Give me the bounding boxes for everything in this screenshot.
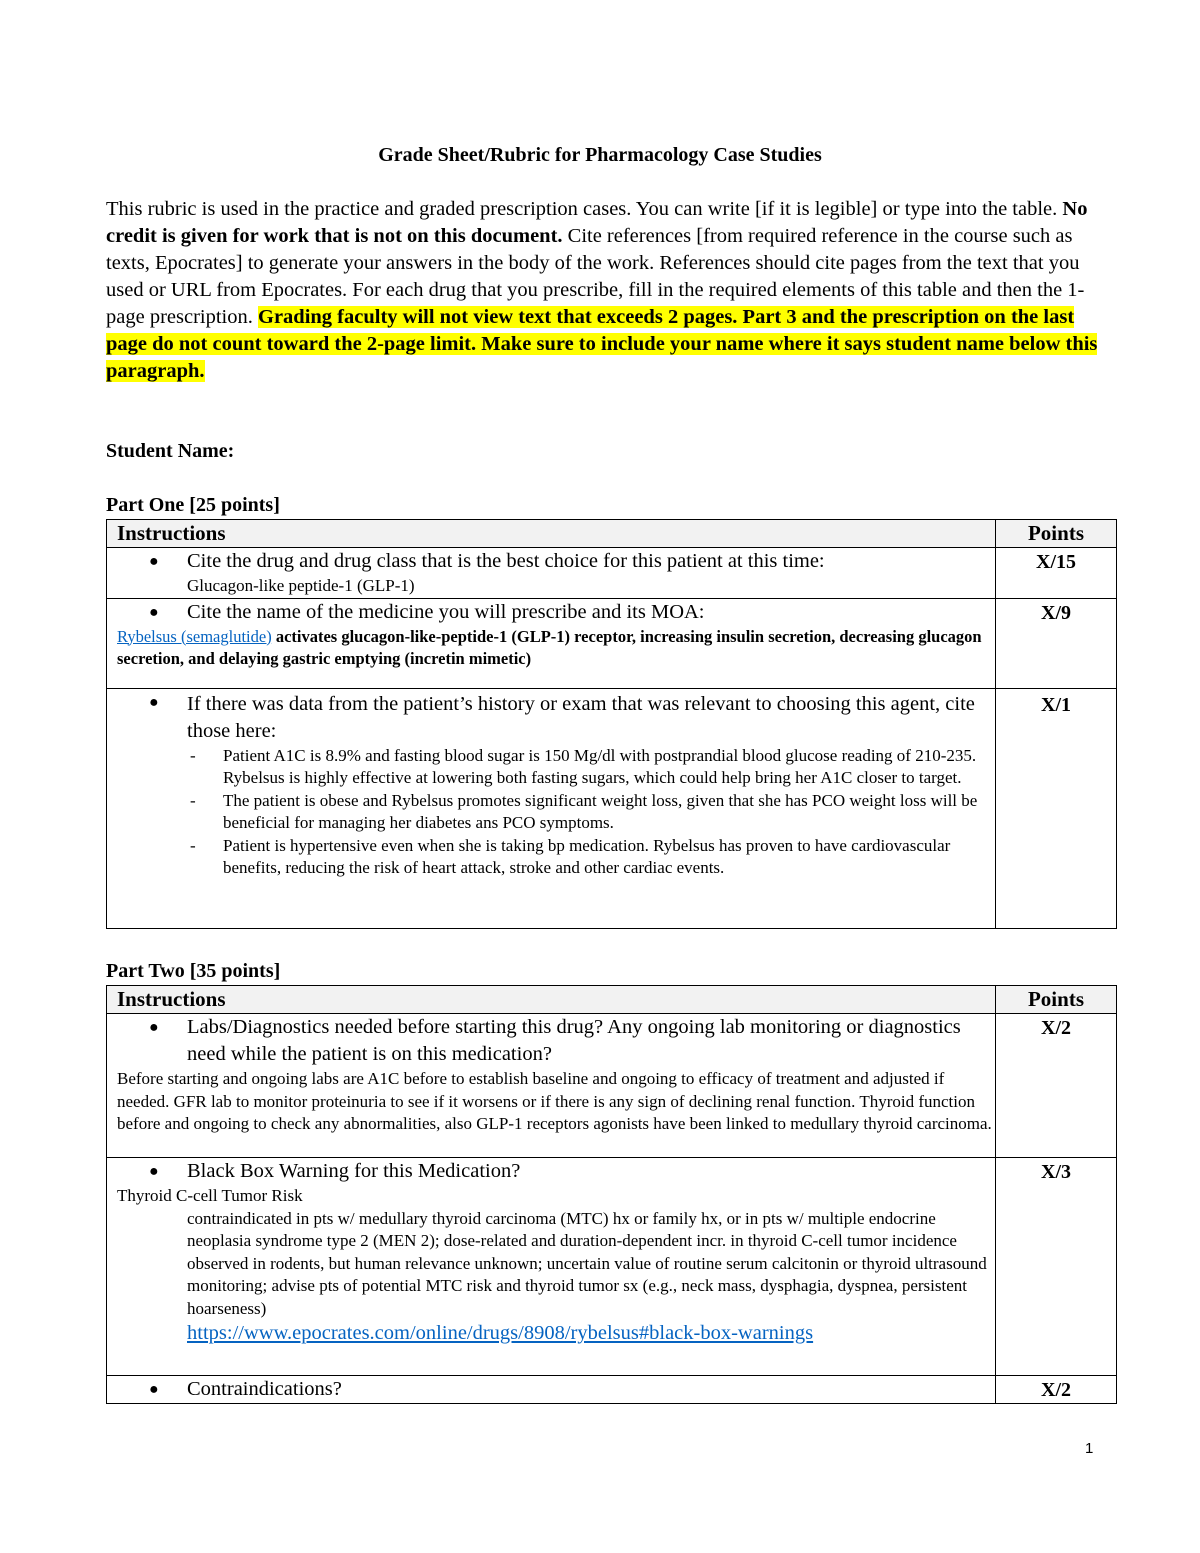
intro-text-1: This rubric is used in the practice and graded prescription cases. You can write [if it is legible] or type into the table. <box>106 198 1063 220</box>
answer: Rybelsus (semaglutide) activates glucagon-like-peptide-1 (GLP-1) receptor, increasing insulin secretion, decreasing glucagon secretion, and delaying gastric emptying (incretin mimetic) <box>117 626 982 668</box>
table-row <box>107 688 1117 928</box>
bullet-icon: ● <box>149 1381 159 1398</box>
bullet-icon: ● <box>149 1163 159 1180</box>
student-name-label: Student Name: <box>106 440 235 462</box>
epocrates-link[interactable]: https://www.epocrates.com/online/drugs/8908/rybelsus#black-box-warnings <box>187 1322 814 1344</box>
question: ● Cite the name of the medicine you will prescribe and its MOA: <box>107 599 995 626</box>
question: ● If there was data from the patient’s history or exam that was relevant to choosing this agent, cite those here: <box>107 689 995 745</box>
intro-text-2: Cite references [from required reference in the course such as texts, Epocrates] to generate your answers in the body of the work. References should cite pages from the text that you used or URL from Epocrates. For each drug that you prescribe, fill in the required elements of this table and then the 1-page prescription. <box>106 225 1085 328</box>
points-value: X/3 <box>1041 1161 1071 1183</box>
points-value: X/9 <box>1041 601 1071 624</box>
list-item: - Patient is hypertensive even when she is taking bp medication. Rybelsus has proven to have cardiovascular benefits, reducing the risk of heart attack, stroke and other cardiac events. <box>190 835 951 877</box>
drug-link[interactable]: Rybelsus (semaglutide) <box>117 626 272 646</box>
part-one-table <box>106 519 1117 929</box>
table-header-row <box>107 520 1117 548</box>
table-row <box>107 1376 1117 1404</box>
points-value: X/15 <box>1036 551 1076 573</box>
question: ● Black Box Warning for this Medication? <box>107 1158 995 1185</box>
bullet-icon: ● <box>149 553 159 570</box>
points-value: X/2 <box>1041 1379 1071 1401</box>
part-two-heading: Part Two [35 points] <box>106 960 281 982</box>
points-value: X/2 <box>1041 1017 1071 1039</box>
bullet-icon: ● <box>149 693 159 711</box>
answer: Glucagon-like peptide-1 (GLP-1) <box>187 576 415 595</box>
evidence-list <box>107 745 995 880</box>
table-header-row <box>107 986 1117 1014</box>
warning-subtitle: Thyroid C-cell Tumor Risk <box>117 1186 303 1205</box>
header-points: Points <box>996 986 1117 1014</box>
page-number: 1 <box>1085 1440 1094 1457</box>
question: ● Cite the drug and drug class that is the best choice for this patient at this time: <box>107 548 995 575</box>
part-two-table <box>106 985 1117 1404</box>
question: ● Labs/Diagnostics needed before starting this drug? Any ongoing lab monitoring or diagnostics need while the patient is on this medication? <box>149 1016 961 1065</box>
question: ● Contraindications? <box>107 1376 995 1403</box>
warning-text: contraindicated in pts w/ medullary thyroid carcinoma (MTC) hx or family hx, or in pts w/ multiple endocrine neoplasia syndrome type 2 (MEN 2); dose-related and duration-dependent incr. in thyroid C-cell tumor incidence observed in rodents, but human relevance unknown; uncertain value of routine serum calcitonin or thyroid ultrasound monitoring; advise pts of potential MTC risk and thyroid tumor sx (e.g., neck mass, dysphagia, dyspnea, persistent hoarseness) <box>187 1208 987 1318</box>
points-value: X/1 <box>1041 693 1071 716</box>
bullet-icon: ● <box>149 603 159 621</box>
list-item: - The patient is obese and Rybelsus promotes significant weight loss, given that she has PCO weight loss will be beneficial for managing her diabetes ans PCO symptoms. <box>190 790 978 832</box>
part-one-heading: Part One [25 points] <box>106 494 280 516</box>
table-row <box>107 1158 1117 1376</box>
bullet-icon: ● <box>149 1019 159 1036</box>
list-item: - Patient A1C is 8.9% and fasting blood sugar is 150 Mg/dl with postprandial blood glucose reading of 210-235. Rybelsus is highly effective at lowering both fasting sugars, which could help bring her A1C closer to target. <box>190 745 977 787</box>
table-row <box>107 598 1117 688</box>
page-title: Grade Sheet/Rubric for Pharmacology Case Studies <box>378 144 822 166</box>
header-points: Points <box>996 520 1117 548</box>
header-instructions: Instructions <box>107 986 996 1014</box>
answer: Before starting and ongoing labs are A1C before to establish baseline and ongoing to efficacy of treatment and adjusted if needed. GFR lab to monitor proteinuria to see if it worsens or if there is any sign of declining renal function. Thyroid function before and ongoing to check any abnormalities, also GLP-1 receptors agonists have been linked to medullary thyroid carcinoma. <box>117 1069 992 1133</box>
intro-highlight: Grading faculty will not view text that exceeds 2 pages. Part 3 and the prescription on the last page do not count toward the 2-page limit. Make sure to include your name where it says student name below this paragraph. <box>106 306 1098 382</box>
intro-paragraph <box>106 196 1106 385</box>
header-instructions: Instructions <box>107 520 996 548</box>
table-row <box>107 548 1117 599</box>
intro-bold: No credit is given for work that is not on this document. <box>106 198 1088 247</box>
table-row <box>107 1014 1117 1158</box>
